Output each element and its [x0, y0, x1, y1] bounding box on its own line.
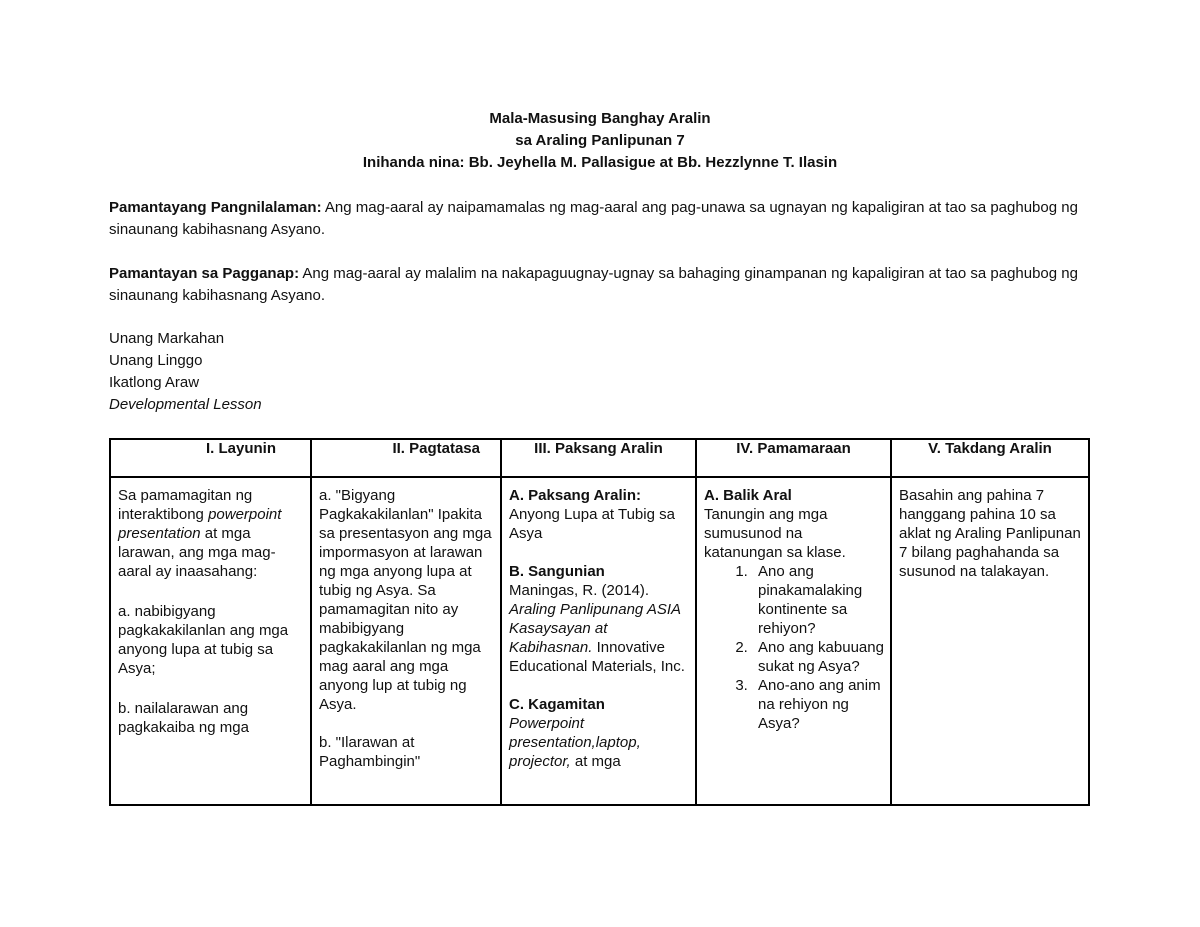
- paksang-aralin-a-text: Anyong Lupa at Tubig sa Asya: [509, 506, 675, 542]
- layunin-intro-text: Sa pamamagitan ng interaktibong: [118, 487, 253, 523]
- reference-author: Maningas, R. (2014).: [509, 582, 650, 599]
- pamantayan-sa-pagganap-text: Ang mag-aaral ay malalim na nakapaguugnay-ugnay sa bahaging ginampanan ng kapaligiran at tao sa paghubog ng sinaunang kabihasnang Asyano.: [109, 265, 1078, 304]
- linggo: Unang Linggo: [109, 352, 203, 369]
- lesson-type: Developmental Lesson: [109, 396, 262, 413]
- balik-aral-questions: [704, 562, 884, 733]
- pamantayang-pangnilalaman-label: Pamantayang Pangnilalaman:: [109, 199, 322, 216]
- pamantayan-sa-pagganap-label: Pamantayan sa Pagganap:: [109, 265, 300, 282]
- cell-takdang-aralin: [891, 477, 1089, 805]
- header-paksang-aralin: III. Paksang Aralin: [501, 439, 696, 477]
- pagtatasa-a: a. "Bigyang Pagkakakilanlan" Ipakita sa presentasyon ang mga impormasyon at larawan ng mga anyong lupa at tubig ng Asya. Sa pamamagitan nito ay mabibigyang pagkakakilanlan ng mga mag aaral ang mga anyong lup at tubig ng Asya.: [319, 487, 492, 713]
- lesson-plan-table: [109, 438, 1090, 806]
- paksang-aralin-b-label: B. Sangunian: [509, 563, 605, 580]
- document-title: Mala-Masusing Banghay Aralin: [489, 110, 711, 127]
- header-takdang-aralin: V. Takdang Aralin: [891, 439, 1089, 477]
- cell-pamamaraan: [696, 477, 891, 805]
- pamantayang-pangnilalaman: [109, 197, 1094, 241]
- takdang-aralin-text: Basahin ang pahina 7 hanggang pahina 10 sa aklat ng Araling Panlipunan 7 bilang paghahanda sa susunod na talakayan.: [899, 487, 1081, 580]
- layunin-intro: [118, 486, 304, 581]
- reference-title: Araling Panlipunang ASIA Kasaysayan at Kabihasnan.: [509, 601, 681, 656]
- header-pagtatasa: II. Pagtatasa: [311, 439, 501, 477]
- cell-paksang-aralin: [501, 477, 696, 805]
- layunin-b: b. nailalarawan ang pagkakaiba ng mga: [118, 700, 249, 736]
- pamamaraan-a-text: Tanungin ang mga sumusunod na katanungan sa klase.: [704, 506, 846, 561]
- table-row: [110, 477, 1089, 805]
- paksang-aralin-reference: [509, 581, 689, 676]
- reference-publisher: Innovative Educational Materials, Inc.: [509, 639, 685, 675]
- pamantayan-sa-pagganap: [109, 263, 1094, 307]
- document-authors: Inihanda nina: Bb. Jeyhella M. Pallasigue at Bb. Hezzlynne T. Ilasin: [362, 154, 838, 171]
- header-layunin: I. Layunin: [110, 439, 311, 477]
- kagamitan-italic: Powerpoint presentation,laptop, projector,: [509, 715, 641, 770]
- kagamitan-text: at mga: [570, 753, 621, 770]
- layunin-intro-italic: powerpoint presentation: [118, 506, 282, 542]
- paksang-aralin-kagamitan: [509, 714, 689, 771]
- pamantayang-pangnilalaman-text: Ang mag-aaral ay naipamamalas ng mag-aaral ang pag-unawa sa ugnayan ng kapaligiran at tao sa paghubog ng sinaunang kabihasnang Asyano.: [109, 199, 1078, 238]
- table-header-row: [110, 439, 1089, 477]
- pagtatasa-b: b. "Ilarawan at Paghambingin": [319, 734, 421, 770]
- paksang-aralin-a-label: A. Paksang Aralin:: [509, 487, 641, 504]
- list-item: 1. Ano ang pinakamalaking kontinente sa rehiyon?: [752, 562, 884, 638]
- pamamaraan-a-label: A. Balik Aral: [704, 487, 792, 504]
- list-item: 2. Ano ang kabuuang sukat ng Asya?: [752, 638, 884, 676]
- cell-layunin: [110, 477, 311, 805]
- paksang-aralin-c-label: C. Kagamitan: [509, 696, 605, 713]
- document-subtitle: sa Araling Panlipunan 7: [515, 132, 685, 149]
- araw: Ikatlong Araw: [109, 374, 200, 391]
- list-item: 3. Ano-ano ang anim na rehiyon ng Asya?: [752, 676, 884, 733]
- layunin-intro-text-2: at mga larawan, ang mga mag-aaral ay inaasahang:: [118, 525, 276, 580]
- layunin-a: a. nabibigyang pagkakakilanlan ang mga anyong lupa at tubig sa Asya;: [118, 603, 289, 677]
- header-pamamaraan: IV. Pamamaraan: [696, 439, 891, 477]
- cell-pagtatasa: [311, 477, 501, 805]
- markahan: Unang Markahan: [109, 330, 225, 347]
